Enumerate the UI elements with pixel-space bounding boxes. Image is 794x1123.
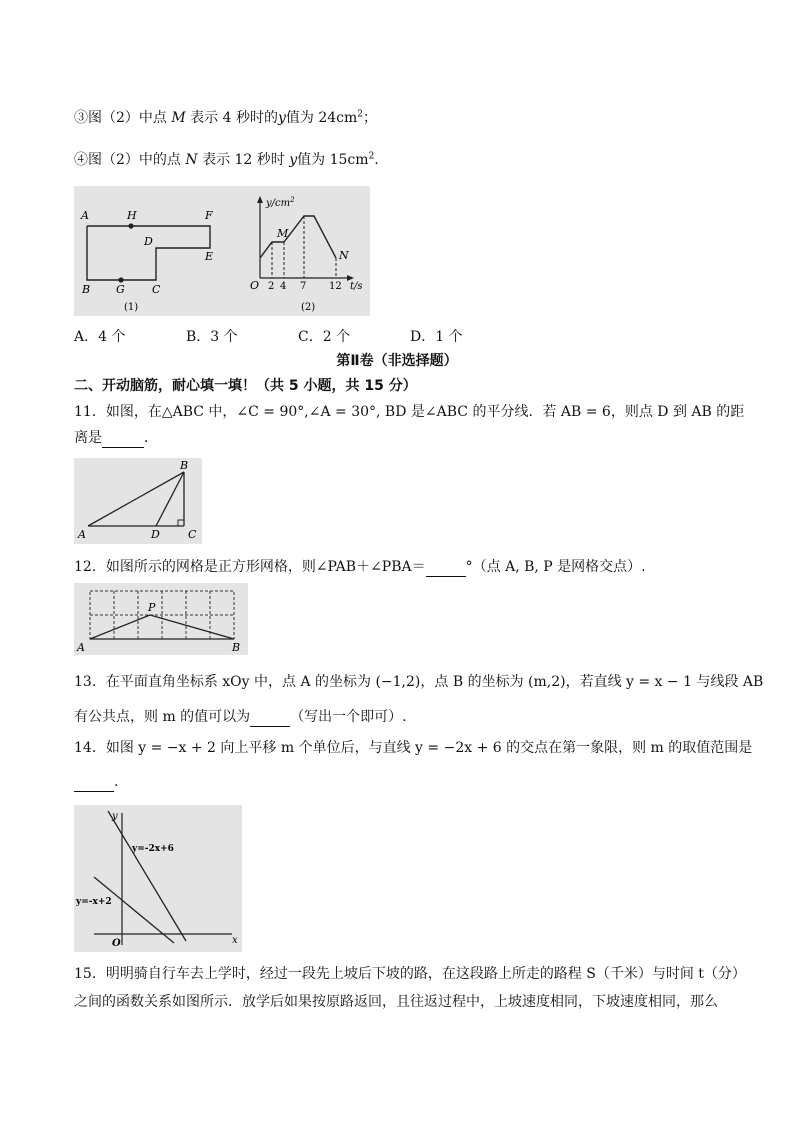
figure-q14-svg (74, 805, 242, 952)
xlabel: t/s (350, 281, 363, 292)
figure-q12-svg (74, 583, 248, 655)
tick-4: 4 (280, 281, 287, 292)
q13-line2: 有公共点，则 m 的值可以为 （写出一个即可）. (74, 709, 407, 725)
label-n: N (339, 249, 349, 262)
label-a: A (77, 641, 85, 654)
label-g: G (116, 283, 125, 296)
label-e: E (205, 250, 214, 263)
origin-label: O (112, 938, 121, 949)
label-b: B (82, 283, 91, 296)
statement-4: ④图（2）中的点 N 表示 12 秒时 y值为 $15cm^2$. (74, 151, 379, 168)
statement-3: ③图（2）中点 M 表示 4 秒时的y值为 $24cm^2$； (74, 109, 378, 126)
q14-line2: . (74, 772, 118, 792)
tick-7: 7 (300, 281, 307, 292)
figure-q10 (74, 186, 370, 316)
label-f: F (205, 209, 213, 222)
q13-answer-blank[interactable] (250, 710, 290, 727)
label-m: M (277, 227, 289, 240)
q13-line1: 13．在平面直角坐标系 xOy 中，点 A 的坐标为 (−1,2)，点 B 的坐标为 (m,2)，若直线 y = x − 1 与线段 AB (74, 674, 764, 690)
q11-line2: 离是 ． (74, 430, 158, 446)
origin-label: O (250, 279, 260, 292)
q15-line1: 15．明明骑自行车去上学时，经过一段先上坡后下坡的路，在这段路上所走的路程 S（千米）与时间 t（分） (74, 966, 746, 982)
segment-pb (150, 615, 234, 639)
label-b: B (232, 641, 241, 654)
caption-2: (2) (301, 302, 316, 313)
point-g (118, 277, 123, 282)
graph-line (260, 216, 336, 258)
option-d[interactable]: D．1 个 (410, 329, 463, 345)
q14-answer-blank[interactable] (74, 775, 114, 792)
right-angle-mark (178, 520, 184, 526)
label-line-b: y=-x+2 (76, 897, 112, 907)
label-a: A (78, 528, 86, 541)
label-c: C (152, 283, 161, 296)
point-h (128, 223, 133, 228)
options-row (74, 327, 522, 347)
figure-q10-svg (74, 186, 370, 316)
option-b[interactable]: B．3 个 (186, 329, 238, 345)
label-h: H (127, 209, 137, 222)
part-title: 二、开动脑筋，耐心填一填！（共 5 小题，共 15 分） (74, 378, 417, 394)
tick-2: 2 (268, 281, 275, 292)
option-c[interactable]: C．2 个 (298, 329, 351, 345)
caption-1: (1) (124, 302, 139, 313)
q12-answer-blank[interactable] (426, 560, 466, 577)
label-a: A (81, 209, 89, 222)
label-d: D (144, 235, 153, 248)
label-d: D (151, 528, 160, 541)
y-arrow (257, 196, 263, 203)
line-minus-x-plus-2 (94, 877, 174, 943)
ylabel: $y/cm^2$ (266, 196, 295, 209)
x-label: x (232, 935, 238, 946)
figure-q14 (74, 805, 242, 952)
figure-q12 (74, 583, 248, 655)
label-c: C (188, 528, 197, 541)
y-label: y (112, 811, 118, 822)
tick-12: 12 (329, 281, 342, 292)
figure-q11-svg (74, 458, 202, 544)
option-a[interactable]: A．4 个 (74, 329, 126, 345)
label-line-a: y=-2x+6 (132, 844, 174, 854)
label-b: B (180, 459, 189, 472)
q14-line1: 14．如图 y = −x + 2 向上平移 m 个单位后，与直线 y = −2x + 6 的交点在第一象限，则 m 的取值范围是 (74, 740, 753, 756)
figure-q11 (74, 458, 202, 544)
section-title: 第Ⅱ卷（非选择题） (336, 353, 458, 369)
q11-answer-blank[interactable] (102, 431, 144, 448)
segment-ap (90, 615, 150, 639)
q15-line2: 之间的函数关系如图所示．放学后如果按原路返回，且往返过程中，上坡速度相同，下坡速度相同，那么 (74, 994, 718, 1010)
q11-line1: 11．如图，在△ABC 中，∠C = 90°,∠A = 30°, BD 是∠ABC 的平分线．若 AB = 6，则点 D 到 AB 的距 (74, 404, 745, 420)
label-p: P (148, 601, 156, 614)
q12-line: 12．如图所示的网格是正方形网格，则∠PAB＋∠PBA＝ °（点 A, B, P 是网格交点）. (74, 559, 646, 575)
